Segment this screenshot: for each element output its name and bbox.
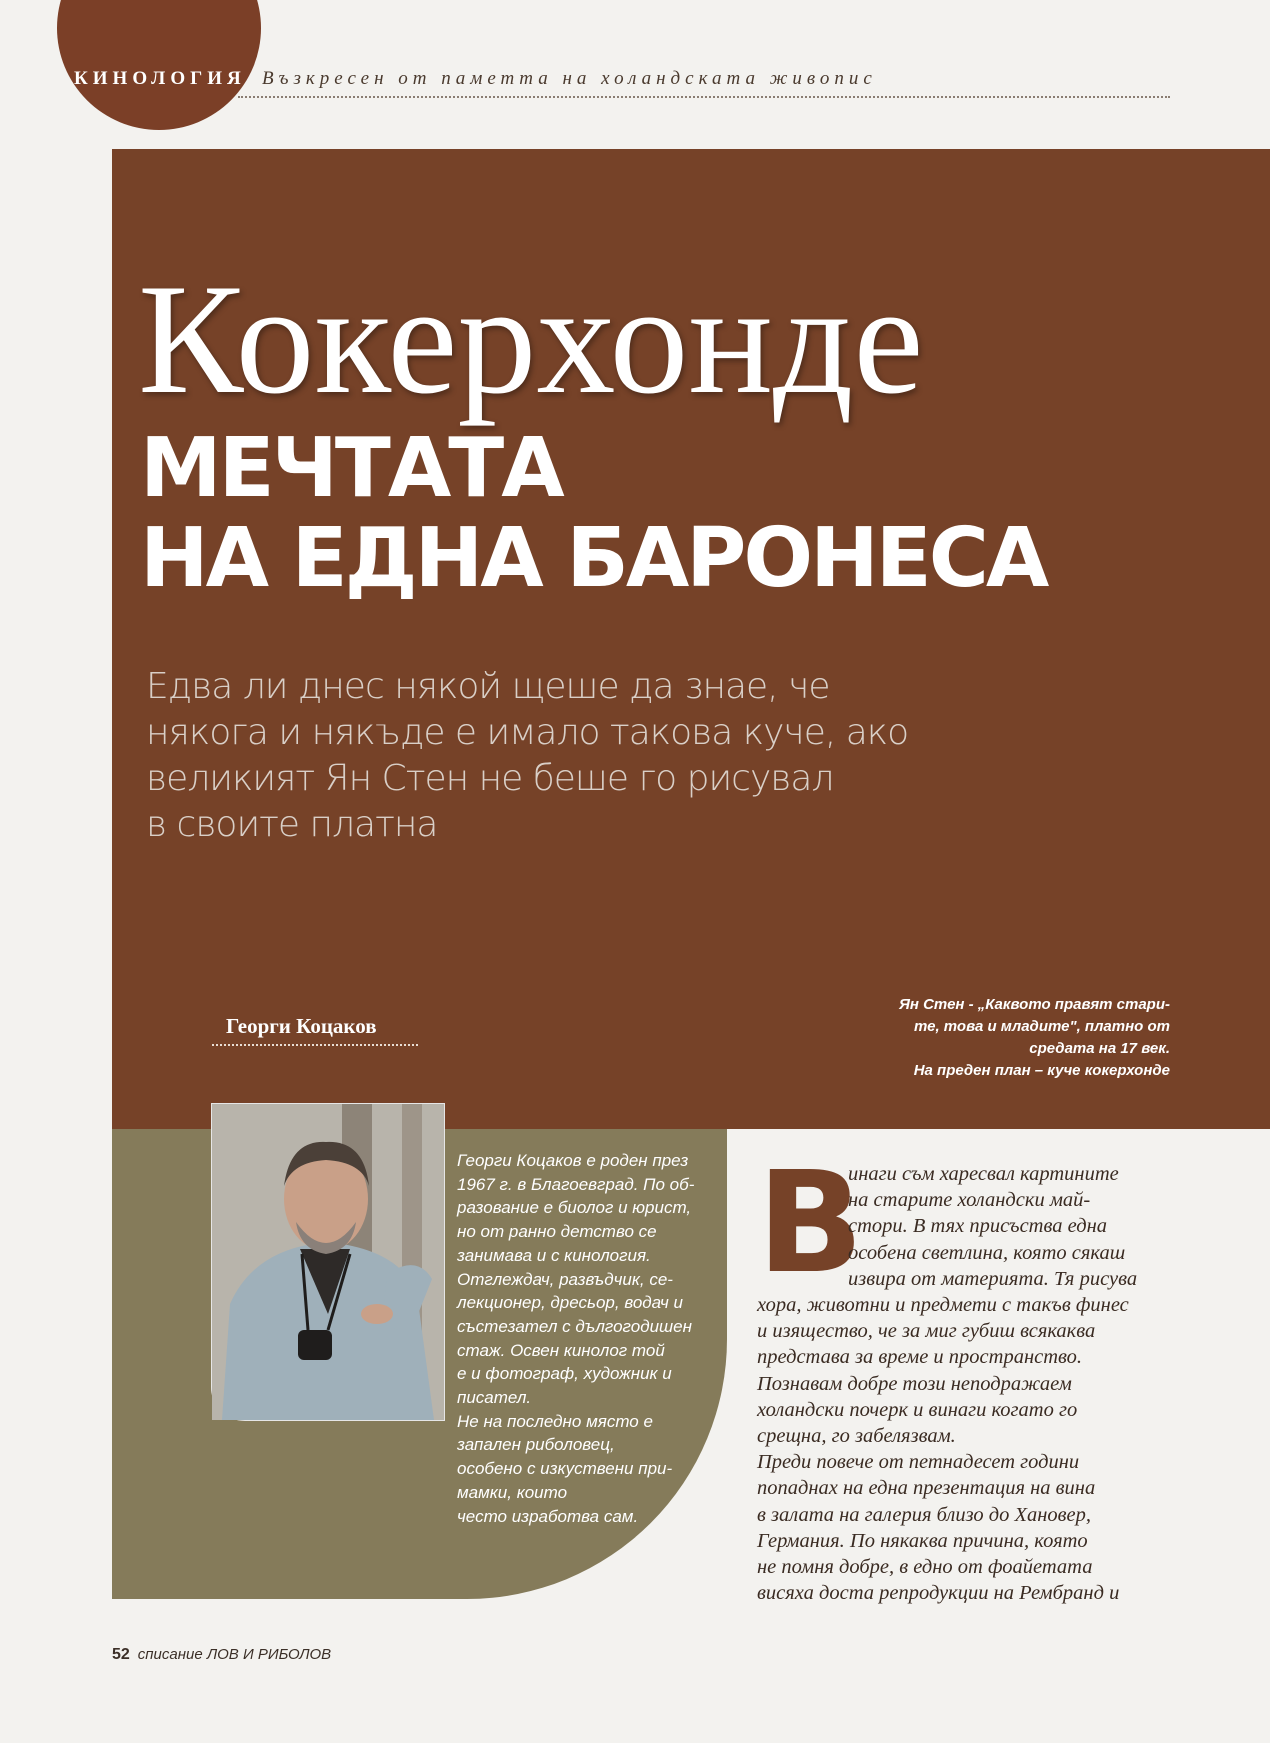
caption-line: Ян Стен - „Каквото правят стари-	[898, 996, 1170, 1013]
section-badge-circle	[57, 0, 261, 130]
body-line: особена светлина, която сякаш	[848, 1241, 1126, 1264]
subtitle-line: МЕЧТАТА	[140, 421, 562, 516]
bio-line: Отглеждач, развъдчик, се-	[457, 1269, 673, 1289]
bio-line: разование е биолог и юрист,	[457, 1198, 692, 1218]
body-line: стори. В тях присъства една	[848, 1215, 1107, 1238]
bio-line: 1967 г. в Благоевград. По об-	[457, 1174, 695, 1194]
drop-cap-letter: В	[757, 1142, 864, 1305]
bio-line: запален риболовец,	[457, 1435, 615, 1455]
author-photo	[211, 1103, 445, 1421]
article-body	[757, 1161, 1177, 1606]
bio-line: състезател с дългогодишен	[457, 1316, 692, 1336]
bio-line: стаж. Освен кинолог той	[457, 1340, 665, 1360]
article-subtitle	[140, 421, 1047, 606]
author-portrait-illustration	[212, 1104, 444, 1420]
painting-caption	[790, 994, 1170, 1082]
bio-line: лекционер, дресьор, водач и	[457, 1293, 683, 1313]
bio-line: Не на последно място е	[457, 1411, 653, 1431]
bio-line: но от ранно детство се	[457, 1222, 657, 1242]
body-line: срещна, го забелязвам.	[757, 1425, 956, 1448]
bio-line: особено с изкуствени при-	[457, 1459, 673, 1479]
body-line: Преди повече от петнадесет години	[757, 1451, 1080, 1474]
body-line: инаги съм харесвал картините	[848, 1163, 1119, 1185]
bio-line: занимава и с кинология.	[457, 1245, 651, 1265]
body-line: на старите холандски май-	[848, 1189, 1091, 1212]
bio-line: мамки, които	[457, 1482, 568, 1502]
lead-line: великият Ян Стен не беше го рисувал	[146, 758, 834, 799]
magazine-name: списание ЛОВ И РИБОЛОВ	[137, 1646, 332, 1663]
body-line: не помня добре, в едно от фоайетата	[757, 1556, 1093, 1579]
body-line: Познавам добре този неподражаем	[757, 1372, 1072, 1395]
subtitle-line: НА ЕДНА БАРОНЕСА	[140, 511, 1047, 606]
article-lead	[146, 664, 909, 848]
body-line: представа за време и пространство.	[757, 1346, 1083, 1369]
author-dotted-rule	[212, 1044, 418, 1046]
bio-line: е и фотограф, художник и	[457, 1364, 672, 1384]
caption-line: те, това и младите", платно от	[913, 1018, 1170, 1035]
lead-line: някога и някъде е имало такова куче, ако	[146, 712, 909, 753]
body-line: и изящество, че за миг губиш всякаква	[757, 1320, 1096, 1343]
lead-line: в своите платна	[146, 804, 438, 845]
caption-line: средата на 17 век.	[1029, 1040, 1170, 1057]
page-footer	[112, 1646, 331, 1664]
article-title: Кокерхонде	[138, 252, 924, 427]
caption-line: На преден план – куче кокерхонде	[913, 1062, 1170, 1079]
lead-line: Едва ли днес някой щеше да знае, че	[146, 666, 830, 707]
bio-line: писател.	[457, 1388, 532, 1408]
running-header-title: Възкресен от паметта на холандската живопис	[262, 68, 877, 89]
header-dotted-rule	[238, 96, 1170, 98]
body-line: хора, животни и предмети с такъв финес	[757, 1294, 1129, 1317]
body-line: висяха доста репродукции на Рембранд и	[757, 1582, 1120, 1605]
bio-line: често изработва сам.	[457, 1506, 639, 1526]
body-line: Германия. По някаква причина, която	[757, 1529, 1088, 1552]
page-number: 52	[112, 1646, 130, 1663]
body-line: извира от материята. Тя рисува	[848, 1267, 1138, 1290]
author-name: Георги Коцаков	[226, 1014, 377, 1038]
author-bio-text	[457, 1149, 707, 1528]
section-label: КИНОЛОГИЯ	[74, 68, 246, 89]
bio-line: Георги Коцаков е роден през	[457, 1151, 689, 1170]
body-line: попаднах на една презентация на вина	[757, 1477, 1096, 1500]
body-line: в залата на галерия близо до Хановер,	[757, 1503, 1092, 1526]
body-line: холандски почерк и винаги когато го	[757, 1398, 1078, 1421]
